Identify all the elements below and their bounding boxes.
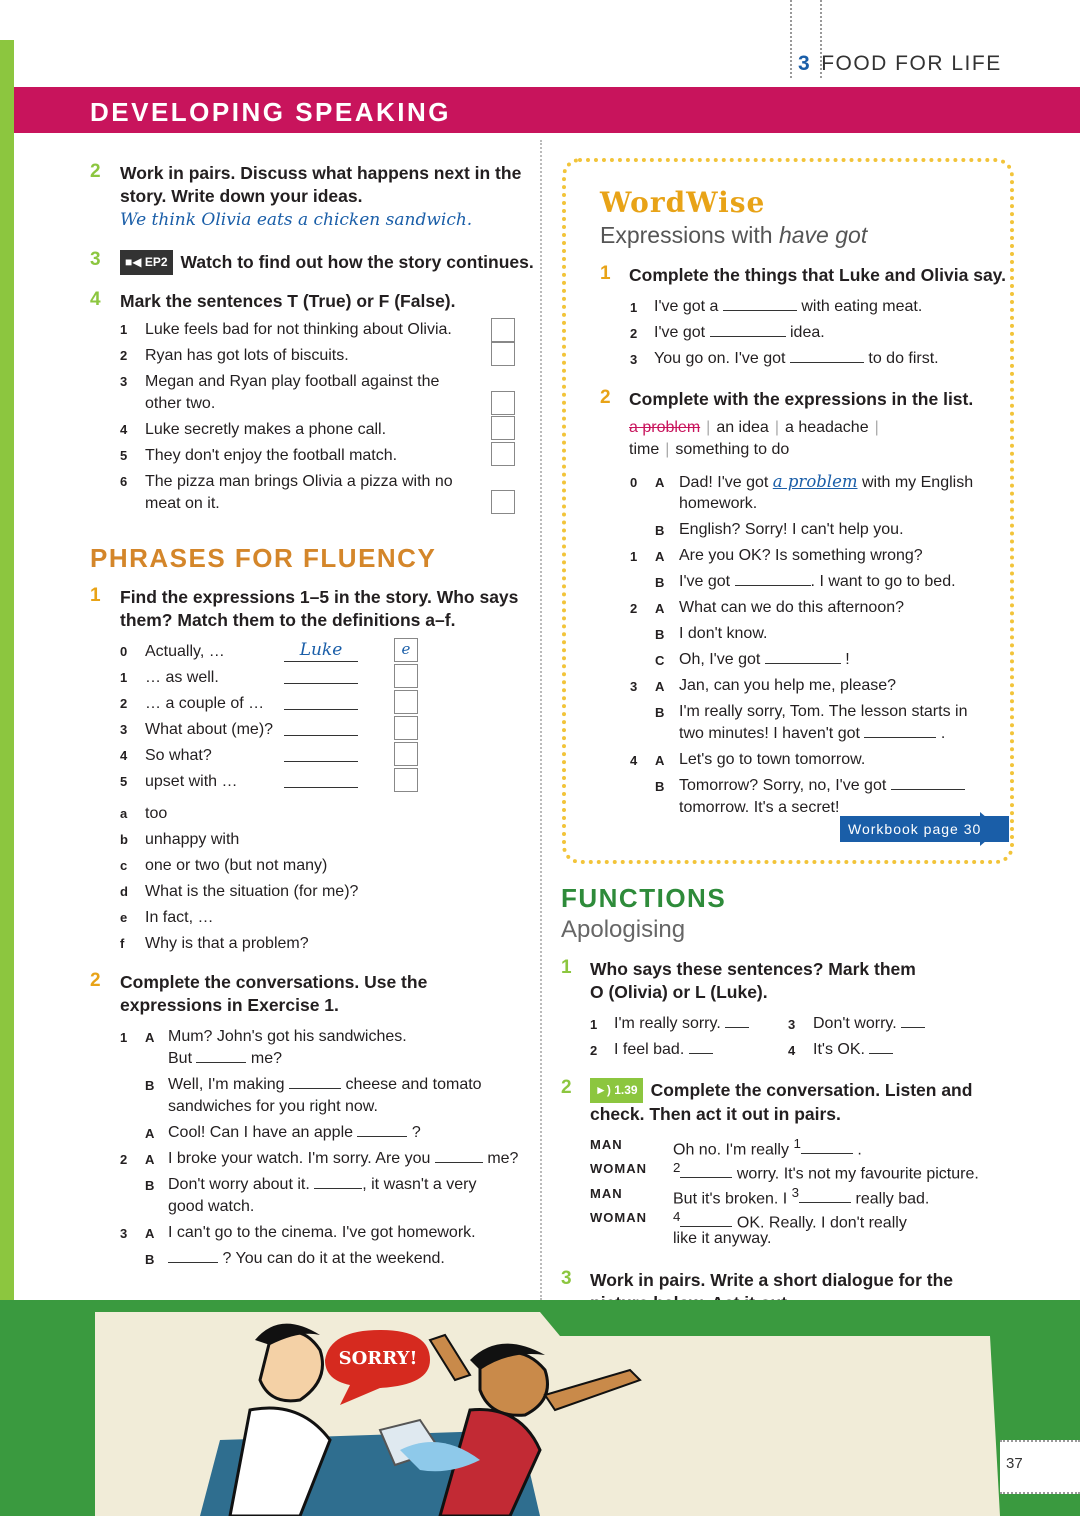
dialogue-line: I'm really sorry, Tom. The lesson starts in (679, 703, 968, 720)
answer-blank[interactable] (680, 1163, 732, 1178)
sentence-text: You go on. I've got (654, 350, 786, 367)
item-number: 5 (120, 448, 128, 463)
answer-blank[interactable] (901, 1013, 925, 1028)
speaker-label: B (145, 1178, 155, 1193)
item-number: 2 (120, 1152, 128, 1167)
answer-blank[interactable] (725, 1013, 749, 1028)
dialogue-text: me? (487, 1150, 519, 1167)
dialogue-line: like it anyway. (673, 1230, 772, 1247)
item-text: Don't worry. (813, 1015, 897, 1032)
list-item: The pizza man brings Olivia a pizza with no meat on it. (145, 473, 453, 512)
video-icon[interactable]: ■◀ EP2 (120, 250, 173, 275)
speaker-label: A (655, 679, 665, 694)
definition-letter: a (120, 806, 128, 821)
answer-box[interactable] (394, 742, 418, 766)
dialogue-line: Are you OK? Is something wrong? (679, 547, 923, 564)
answer-blank[interactable] (891, 775, 965, 790)
dialogue-line: sandwiches for you right now. (168, 1098, 378, 1115)
page-number: 37 (1006, 1455, 1023, 1472)
answer-blank[interactable] (801, 1139, 853, 1154)
speaker-label: A (655, 601, 665, 616)
list-item (813, 1039, 893, 1061)
item-number: 2 (120, 348, 128, 363)
item-number: 2 (120, 696, 128, 711)
item-number: 2 (590, 1043, 598, 1058)
list-item (813, 1013, 925, 1035)
item-number: 4 (120, 748, 128, 763)
answer-box[interactable] (394, 716, 418, 740)
dialogue-line (679, 471, 973, 494)
dialogue-text: Oh, I've got (679, 651, 761, 668)
bubble-text: SORRY! (338, 1348, 418, 1369)
answer-field[interactable]: Luke (284, 639, 358, 662)
item-number: 1 (120, 1030, 128, 1045)
exercise-instruction: Mark the sentences T (True) or F (False). (120, 291, 456, 311)
dialogue-line (168, 1074, 482, 1096)
dialogue-line: I don't know. (679, 625, 768, 642)
dialogue-text: Tomorrow? Sorry, no, I've got (679, 777, 887, 794)
answer-blank[interactable] (289, 1074, 341, 1089)
answer-box[interactable] (491, 342, 515, 366)
answer-blank[interactable] (723, 296, 797, 311)
item-text: It's OK. (813, 1041, 865, 1058)
speaker-label: B (655, 627, 665, 642)
dialogue-text: with my English (861, 474, 974, 491)
speaker-label: A (145, 1226, 155, 1241)
answer-blank[interactable] (680, 1212, 732, 1227)
dialogue-text: But it's broken. I (673, 1190, 788, 1208)
item-number: 2 (630, 326, 638, 341)
speaker-label: B (145, 1252, 155, 1267)
exercise-instruction (590, 1078, 990, 1126)
speaker-label: B (655, 779, 665, 794)
dialogue-line (168, 1248, 445, 1270)
section-title: DEVELOPING SPEAKING (90, 97, 451, 127)
dialogue-line: Jan, can you help me, please? (679, 677, 897, 694)
definition-item: unhappy with (145, 831, 240, 848)
answer-box[interactable] (491, 391, 515, 415)
speaker-label: A (145, 1030, 155, 1045)
cartoon-illustration (0, 1300, 1080, 1516)
list-item: … as well. (145, 669, 219, 686)
dialogue-text: ? You can do it at the weekend. (222, 1250, 445, 1267)
definition-item: too (145, 805, 168, 822)
example-answer: We think Olivia eats a chicken sandwich. (120, 210, 473, 230)
gap-sentence (654, 348, 939, 370)
expression-item: something to do (675, 441, 790, 458)
answer-box[interactable] (394, 768, 418, 792)
expression-item: a problem (629, 419, 701, 436)
answer-box[interactable] (491, 442, 515, 466)
list-item: Actually, … (145, 643, 225, 660)
subtitle-italic: have got (778, 222, 868, 248)
section-heading: PHRASES FOR FLUENCY (90, 543, 437, 573)
dialogue-text: Oh no. I'm really (673, 1141, 789, 1159)
speaker-label: A (145, 1126, 155, 1141)
answer-field[interactable] (284, 787, 358, 788)
item-number: 3 (630, 352, 638, 367)
exercise-number: 2 (90, 161, 101, 182)
expression-list: a problem | an idea | a headache | (629, 419, 879, 436)
arrow-right-icon[interactable] (980, 812, 1000, 846)
answer-field[interactable] (284, 683, 358, 684)
section-subtitle: Apologising (561, 916, 686, 943)
dialogue-line (679, 775, 965, 797)
definition-item: one or two (but not many) (145, 857, 328, 874)
unit-number: 3 (798, 52, 812, 75)
speaker-label: C (655, 653, 665, 668)
workbook-link[interactable]: Workbook page 30 (840, 816, 1009, 842)
speaker-label: WOMAN (590, 1161, 647, 1176)
dialogue-text: cheese and tomato (345, 1076, 482, 1093)
item-number: 4 (120, 422, 128, 437)
answer-blank[interactable] (735, 571, 811, 586)
item-number: 3 (788, 1017, 796, 1032)
list-item: upset with … (145, 773, 238, 790)
dialogue-text: , it wasn't a very (362, 1176, 477, 1193)
speaker-label: A (655, 549, 665, 564)
list-item: … a couple of … (145, 695, 265, 712)
answer-blank[interactable] (799, 1188, 851, 1203)
speaker-label: MAN (590, 1137, 623, 1152)
exercise-number: 2 (561, 1077, 572, 1098)
definition-letter: d (120, 884, 128, 899)
answer-blank[interactable] (864, 723, 936, 738)
answer-blank[interactable] (196, 1048, 246, 1063)
exercise-number: 4 (90, 289, 101, 310)
list-item: Ryan has got lots of biscuits. (145, 347, 349, 364)
exercise-text: Complete the conversation. Listen and check. Then act it out in pairs. (590, 1080, 973, 1124)
dialogue-line: What can we do this afternoon? (679, 599, 905, 616)
exercise-number: 2 (600, 387, 611, 408)
subtitle-text: Expressions with (600, 222, 779, 248)
item-number: 3 (120, 1226, 128, 1241)
answer-blank[interactable] (435, 1148, 483, 1163)
exercise-instruction: Complete the conversations. Use the expressions in Exercise 1. (120, 972, 428, 1015)
exercise-number: 1 (600, 263, 611, 284)
item-number: 4 (788, 1043, 796, 1058)
answer-blank[interactable] (314, 1174, 362, 1189)
answer-box[interactable]: e (394, 638, 418, 662)
dialogue-text: Cool! Can I have an apple (168, 1124, 354, 1141)
item-number: 3 (630, 679, 638, 694)
list-item: They don't enjoy the football match. (145, 447, 398, 464)
answer-box[interactable] (394, 664, 418, 688)
expression-item: a headache (784, 419, 869, 436)
speaker-label: WOMAN (590, 1210, 647, 1225)
exercise-number: 1 (90, 585, 101, 606)
expression-list: time | something to do (629, 441, 790, 458)
item-number: 3 (120, 722, 128, 737)
list-item: Luke feels bad for not thinking about Olivia. (145, 321, 452, 338)
sentence-text: with eating meat. (801, 298, 923, 315)
dialogue-text: . (857, 1141, 862, 1159)
definition-item: In fact, … (145, 909, 214, 926)
answer-blank[interactable] (168, 1248, 218, 1263)
definition-item: Why is that a problem? (145, 935, 309, 952)
dialogue-line (168, 1148, 518, 1170)
exercise-number: 2 (90, 970, 101, 991)
dialogue-line: Mum? John's got his sandwiches. (168, 1028, 407, 1045)
exercise-instruction: Who says these sentences? Mark them O (Olivia) or L (Luke). (590, 959, 916, 1002)
exercise-text: Watch to find out how the story continues. (180, 252, 534, 272)
wordwise-subtitle (600, 222, 867, 249)
unit-title: FOOD FOR LIFE (821, 52, 1002, 75)
column-divider (540, 140, 542, 1300)
speaker-label: B (655, 575, 665, 590)
dialogue-line (679, 649, 850, 671)
item-number: 1 (590, 1017, 598, 1032)
exercise-number: 1 (561, 957, 572, 978)
video-episode: EP2 (144, 255, 168, 269)
dialogue-text: I broke your watch. I'm sorry. Are you (168, 1150, 431, 1167)
dialogue-line (679, 723, 945, 745)
sentence-text: to do first. (868, 350, 939, 367)
sentence-text: I've got (654, 324, 706, 341)
answer-blank[interactable] (689, 1039, 713, 1054)
dialogue-text: Don't worry about it. (168, 1176, 310, 1193)
list-item (614, 1039, 713, 1061)
answer-blank[interactable] (790, 348, 864, 363)
dialogue-text: two minutes! I haven't got (679, 725, 860, 742)
dialogue-line: I can't go to the cinema. I've got homework. (168, 1224, 476, 1241)
item-number: 6 (120, 474, 128, 489)
answer-box[interactable] (491, 490, 515, 514)
section-heading: FUNCTIONS (561, 883, 727, 913)
unit-heading (798, 52, 1002, 76)
definition-letter: e (120, 910, 128, 925)
exercise-instruction: Complete with the expressions in the list. (629, 389, 974, 409)
definition-letter: c (120, 858, 128, 873)
item-text: I feel bad. (614, 1041, 685, 1058)
dialogue-text: ! (845, 651, 850, 668)
item-number: 0 (630, 475, 638, 490)
dialogue-text: . (940, 725, 946, 742)
dialogue-line: English? Sorry! I can't help you. (679, 521, 904, 538)
dialogue-text: But (168, 1050, 193, 1067)
gap-sentence (654, 322, 825, 344)
speaker-label: MAN (590, 1186, 623, 1201)
speaker-label: A (655, 753, 665, 768)
expression-item: time (629, 441, 660, 458)
dialogue-line (679, 571, 956, 593)
dialogue-text: I've got (679, 573, 731, 590)
example-answer: a problem (772, 472, 858, 491)
answer-field[interactable] (284, 709, 358, 710)
answer-field[interactable] (284, 761, 358, 762)
dialogue-text: OK. Really. I don't really (736, 1214, 907, 1232)
answer-box[interactable] (394, 690, 418, 714)
exercise-instruction: Work in pairs. Write a short dialogue for the (590, 1270, 954, 1290)
audio-icon[interactable]: ►) 1.39 (590, 1078, 643, 1103)
sentence-text: I've got a (654, 298, 719, 315)
dialogue-text: Dad! I've got (679, 474, 769, 491)
gap-number: 3 (791, 1185, 800, 1200)
dialogue-line (168, 1048, 282, 1070)
gap-sentence (654, 296, 922, 318)
gap-number: 4 (673, 1209, 681, 1224)
list-item: So what? (145, 747, 212, 764)
speaker-label: B (655, 523, 665, 538)
gap-number: 2 (673, 1160, 681, 1175)
dialogue-line: Let's go to town tomorrow. (679, 751, 866, 768)
item-number: 2 (630, 601, 638, 616)
item-number: 3 (120, 374, 128, 389)
page-edge (0, 40, 14, 1516)
dialogue-text: Well, I'm making (168, 1076, 285, 1093)
dialogue-text: . I want to go to bed. (810, 573, 956, 590)
list-item: Megan and Ryan play football against the other two. (145, 373, 440, 412)
dialogue-line: tomorrow. It's a secret! (679, 799, 840, 816)
item-number: 1 (120, 322, 128, 337)
audio-track: 1.39 (614, 1083, 638, 1097)
answer-blank[interactable] (357, 1122, 407, 1137)
definition-letter: f (120, 936, 125, 951)
exercise-number: 3 (561, 1268, 572, 1289)
expression-item: an idea (716, 419, 769, 436)
speaker-label: B (145, 1078, 155, 1093)
list-item (614, 1013, 749, 1035)
answer-blank[interactable] (765, 649, 841, 664)
speaker-label: A (655, 475, 665, 490)
answer-field[interactable] (284, 735, 358, 736)
dialogue-text: really bad. (855, 1190, 930, 1208)
speaker-label: A (145, 1152, 155, 1167)
item-number: 4 (630, 753, 638, 768)
exercise-number: 3 (90, 249, 101, 270)
item-text: I'm really sorry. (614, 1015, 721, 1032)
answer-box[interactable] (491, 318, 515, 342)
sentence-text: idea. (790, 324, 825, 341)
list-item: What about (me)? (145, 721, 274, 738)
item-number: 5 (120, 774, 128, 789)
dialogue-text: worry. It's not my favourite picture. (736, 1165, 979, 1183)
exercise-instruction: Complete the things that Luke and Olivia say. (629, 265, 1006, 285)
exercise-instruction: Work in pairs. Discuss what happens next in the story. Write down your ideas. (120, 163, 522, 206)
wordwise-title: WordWise (600, 186, 766, 219)
answer-blank[interactable] (710, 322, 786, 337)
dialogue-text: ? (411, 1124, 421, 1141)
answer-blank[interactable] (869, 1039, 893, 1054)
speaker-label: B (655, 705, 665, 720)
definition-letter: b (120, 832, 128, 847)
gap-number: 1 (793, 1136, 801, 1151)
list-item: Luke secretly makes a phone call. (145, 421, 387, 438)
dialogue-line: good watch. (168, 1198, 255, 1215)
dialogue-text: me? (250, 1050, 283, 1067)
item-number: 1 (120, 670, 128, 685)
exercise-instruction: Find the expressions 1–5 in the story. Who says them? Match them to the definitions a–f. (120, 587, 519, 630)
item-number: 1 (630, 300, 638, 315)
definition-item: What is the situation (for me)? (145, 883, 359, 900)
dialogue-line: homework. (679, 495, 758, 512)
dialogue-line (168, 1122, 421, 1144)
exercise-instruction (120, 250, 540, 275)
answer-box[interactable] (491, 416, 515, 440)
dialogue-line (168, 1174, 476, 1196)
item-number: 1 (630, 549, 638, 564)
item-number: 0 (120, 644, 128, 659)
